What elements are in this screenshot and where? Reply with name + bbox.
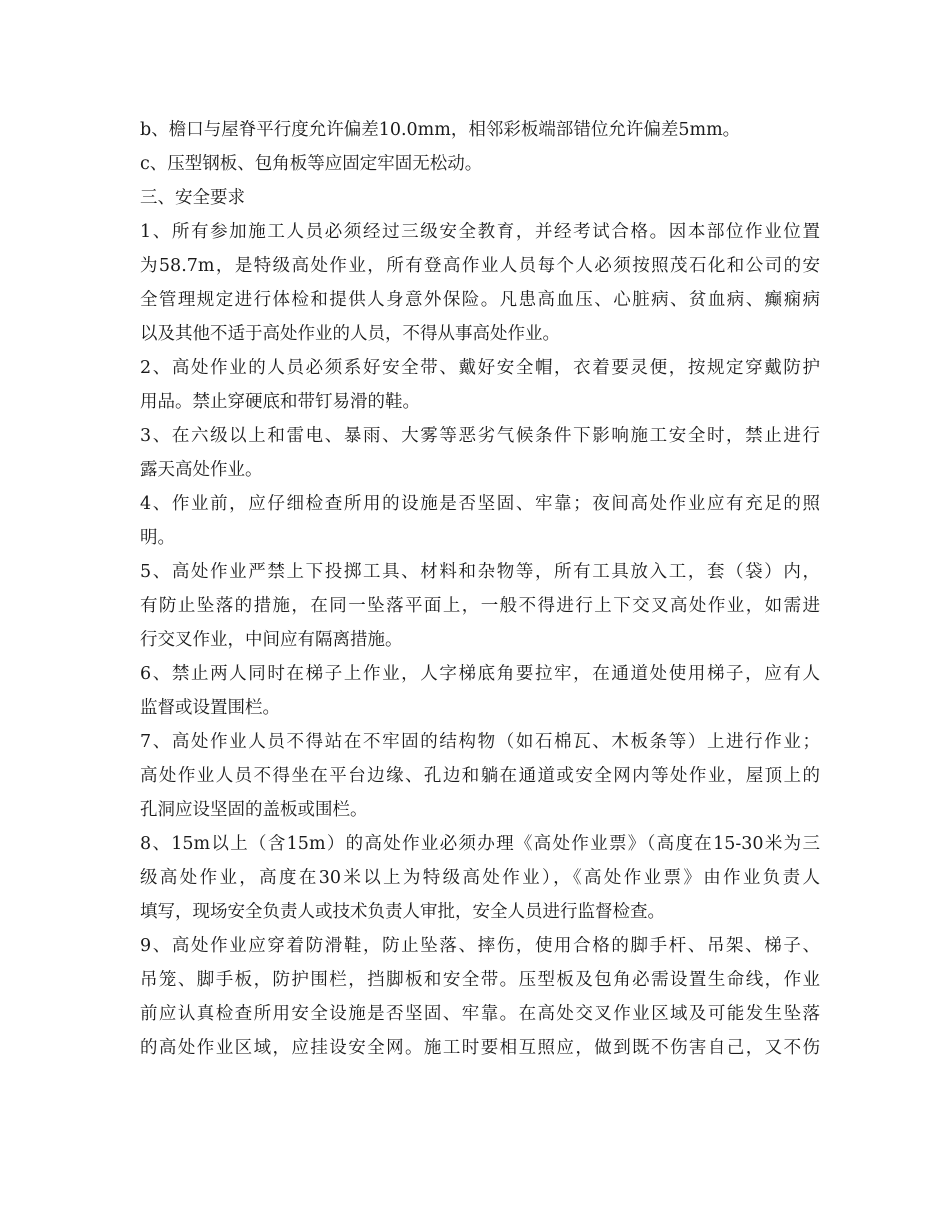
text-line-20: 高处作业人员不得坐在平台边缘、孔边和躺在通道或安全网内等处作业，屋顶上的 <box>140 766 820 786</box>
text-line-18: 监督或设置围栏。 <box>140 698 280 718</box>
text-line-21: 孔洞应设坚固的盖板或围栏。 <box>140 800 368 820</box>
text-line-4: 1、所有参加施工人员必须经过三级安全教育，并经考试合格。因本部位作业位置 <box>140 222 820 242</box>
text-line-16: 行交叉作业，中间应有隔离措施。 <box>140 630 403 650</box>
text-line-12: 4、作业前，应仔细检查所用的设施是否坚固、牢靠；夜间高处作业应有充足的照 <box>140 494 820 514</box>
text-line-17: 6、禁止两人同时在梯子上作业，人字梯底角要拉牢，在通道处使用梯子，应有人 <box>140 664 820 684</box>
text-line-23: 级高处作业，高度在30米以上为特级高处作业），《高处作业票》由作业负责人 <box>140 868 820 888</box>
text-line-25: 9、高处作业应穿着防滑鞋，防止坠落、摔伤，使用合格的脚手杆、吊架、梯子、 <box>140 936 820 956</box>
text-line-6: 全管理规定进行体检和提供人身意外保险。凡患高血压、心脏病、贫血病、癫痫病 <box>140 290 820 310</box>
text-line-14: 5、高处作业严禁上下投掷工具、材料和杂物等，所有工具放入工，套（袋）内， <box>140 562 820 582</box>
text-line-22: 8、15m以上（含15m）的高处作业必须办理《高处作业票》（高度在15-30米为三 <box>140 834 820 854</box>
text-line-28: 的高处作业区域，应挂设安全网。施工时要相互照应，做到既不伤害自己，又不伤 <box>140 1038 820 1058</box>
text-line-24: 填写，现场安全负责人或技术负责人审批，安全人员进行监督检查。 <box>140 902 665 922</box>
text-line-15: 有防止坠落的措施，在同一坠落平面上，一般不得进行上下交叉高处作业，如需进 <box>140 596 820 616</box>
text-line-8: 2、高处作业的人员必须系好安全带、戴好安全帽，衣着要灵便，按规定穿戴防护 <box>140 358 820 378</box>
text-line-11: 露天高处作业。 <box>140 460 263 480</box>
text-line-26: 吊笼、脚手板，防护围栏，挡脚板和安全带。压型板及包角必需设置生命线，作业 <box>140 970 820 990</box>
text-line-19: 7、高处作业人员不得站在不牢固的结构物（如石棉瓦、木板条等）上进行作业； <box>140 732 820 752</box>
text-line-7: 以及其他不适于高处作业的人员，不得从事高处作业。 <box>140 324 560 344</box>
section-heading: 三、安全要求 <box>140 188 245 208</box>
text-line-9: 用品。禁止穿硬底和带钉易滑的鞋。 <box>140 392 420 412</box>
text-line-27: 前应认真检查所用安全设施是否坚固、牢靠。在高处交叉作业区域及可能发生坠落 <box>140 1004 820 1024</box>
text-line-2: c、压型钢板、包角板等应固定牢固无松动。 <box>140 154 483 174</box>
text-line-10: 3、在六级以上和雷电、暴雨、大雾等恶劣气候条件下影响施工安全时，禁止进行 <box>140 426 820 446</box>
text-line-13: 明。 <box>140 528 175 548</box>
text-line-5: 为58.7m，是特级高处作业，所有登高作业人员每个人必须按照茂石化和公司的安 <box>140 256 820 276</box>
text-line-1: b、檐口与屋脊平行度允许偏差10.0mm，相邻彩板端部错位允许偏差5mm。 <box>140 120 741 140</box>
